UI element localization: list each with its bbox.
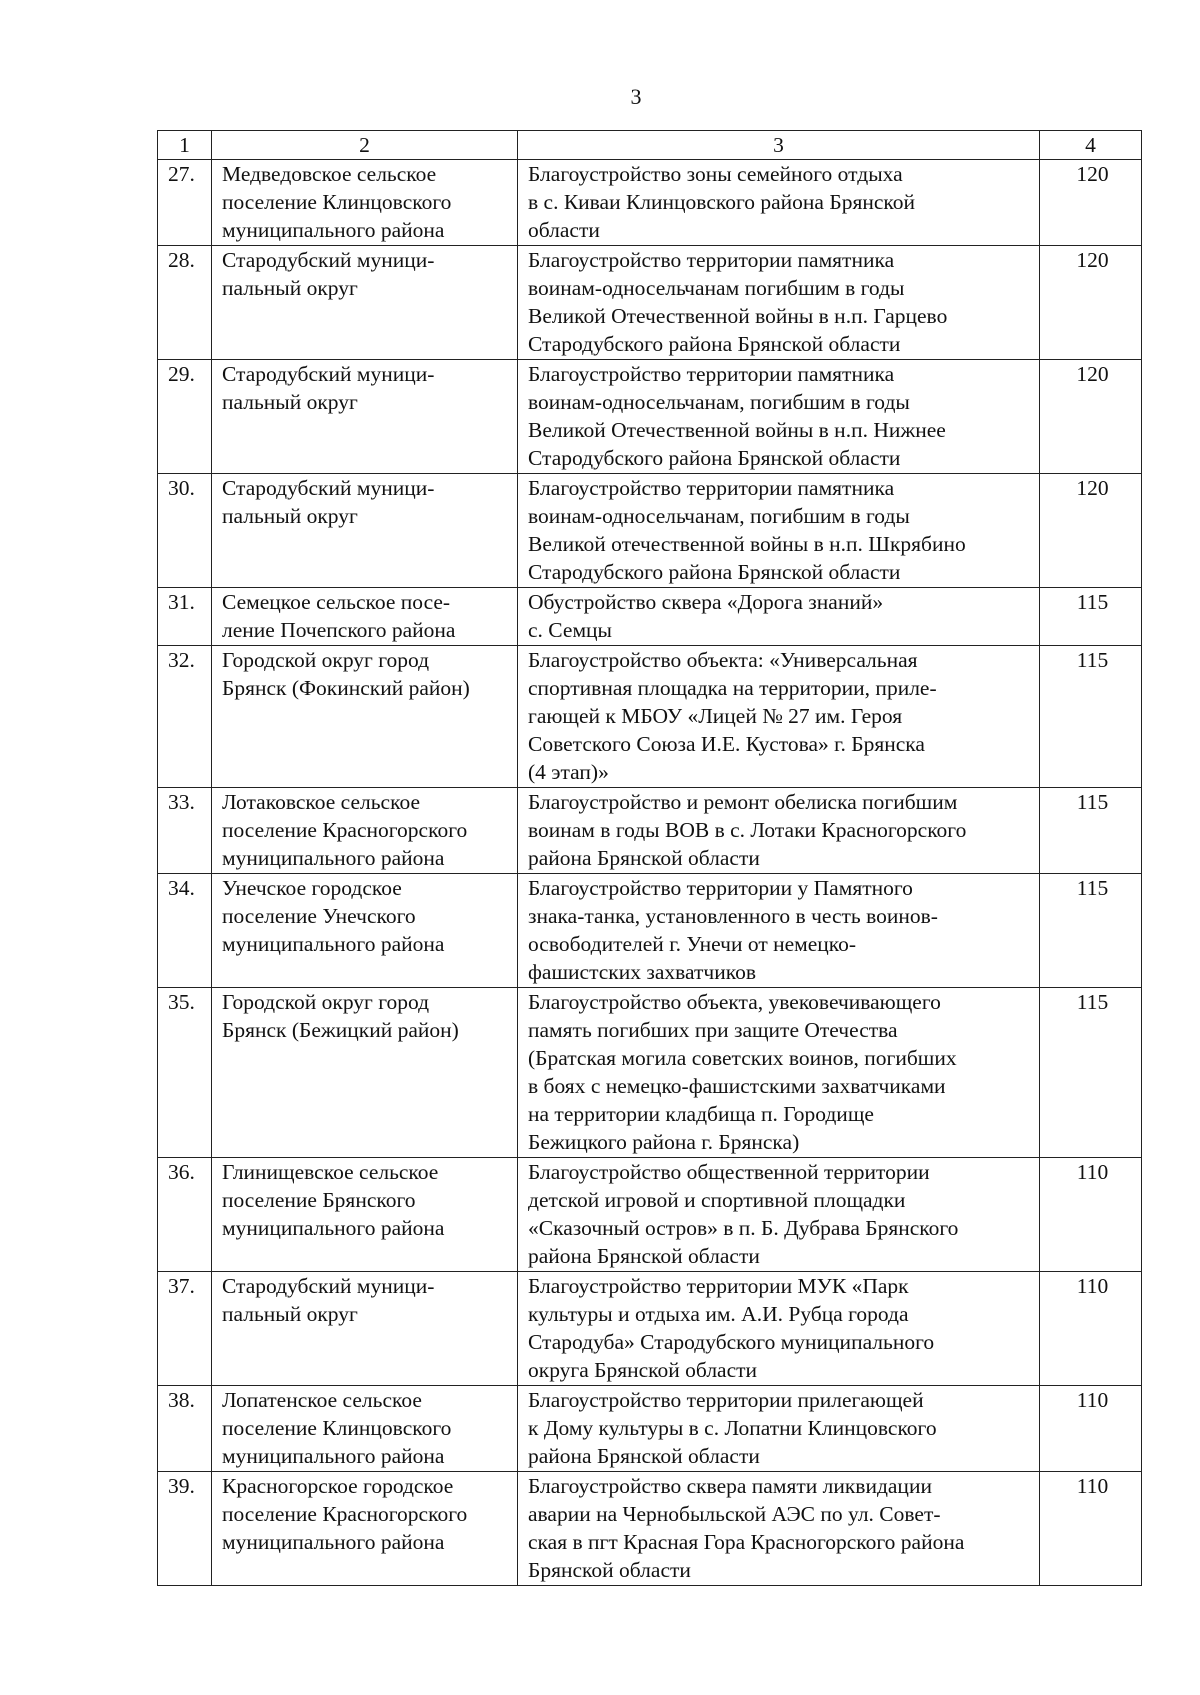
row-number: 37.: [158, 1272, 212, 1386]
project-cell: Благоустройство зоны семейного отдыха в с. Киваи Клинцовского района Брянской области: [518, 160, 1040, 246]
project-cell: Благоустройство территории памятника воинам-односельчанам, погибшим в годы Великой Отечественной войны в н.п. Нижнее Стародубского района Брянской области: [518, 360, 1040, 474]
row-number: 36.: [158, 1158, 212, 1272]
amount-cell: 120: [1040, 160, 1142, 246]
row-number: 30.: [158, 474, 212, 588]
project-cell: Благоустройство территории прилегающей к Дому культуры в с. Лопатни Клинцовского района Брянской области: [518, 1386, 1040, 1472]
header-col-4: 4: [1040, 131, 1142, 160]
amount-cell: 115: [1040, 588, 1142, 646]
amount-cell: 110: [1040, 1272, 1142, 1386]
table-row: [158, 246, 1142, 360]
header-col-3: 3: [518, 131, 1040, 160]
row-number: 29.: [158, 360, 212, 474]
table-row: [158, 160, 1142, 246]
row-number: 33.: [158, 788, 212, 874]
row-number: 32.: [158, 646, 212, 788]
row-number: 28.: [158, 246, 212, 360]
recipient-cell: Стародубский муници- пальный округ: [212, 360, 518, 474]
row-number: 35.: [158, 988, 212, 1158]
row-number: 34.: [158, 874, 212, 988]
recipient-cell: Городской округ город Брянск (Бежицкий район): [212, 988, 518, 1158]
recipient-cell: Медведовское сельское поселение Клинцовского муниципального района: [212, 160, 518, 246]
table-row: [158, 646, 1142, 788]
recipient-cell: Стародубский муници- пальный округ: [212, 1272, 518, 1386]
recipient-cell: Лопатенское сельское поселение Клинцовского муниципального района: [212, 1386, 518, 1472]
amount-cell: 120: [1040, 246, 1142, 360]
amount-cell: 120: [1040, 360, 1142, 474]
project-cell: Обустройство сквера «Дорога знаний» с. Семцы: [518, 588, 1040, 646]
project-cell: Благоустройство территории памятника воинам-односельчанам погибшим в годы Великой Отечественной войны в н.п. Гарцево Стародубского района Брянской области: [518, 246, 1040, 360]
table-row: [158, 1158, 1142, 1272]
table-row: [158, 874, 1142, 988]
row-number: 38.: [158, 1386, 212, 1472]
row-number: 27.: [158, 160, 212, 246]
row-number: 31.: [158, 588, 212, 646]
recipient-cell: Красногорское городское поселение Красногорского муниципального района: [212, 1472, 518, 1586]
table-row: [158, 1272, 1142, 1386]
table-row: [158, 360, 1142, 474]
project-cell: Благоустройство территории памятника воинам-односельчанам, погибшим в годы Великой отечественной войны в н.п. Шкрябино Стародубского района Брянской области: [518, 474, 1040, 588]
amount-cell: 110: [1040, 1158, 1142, 1272]
amount-cell: 115: [1040, 874, 1142, 988]
recipient-cell: Унечское городское поселение Унечского муниципального района: [212, 874, 518, 988]
table-header-row: [158, 131, 1142, 160]
recipient-cell: Глинищевское сельское поселение Брянского муниципального района: [212, 1158, 518, 1272]
project-cell: Благоустройство территории МУК «Парк культуры и отдыха им. А.И. Рубца города Стародуба» Стародубского муниципального округа Брянской области: [518, 1272, 1040, 1386]
project-cell: Благоустройство объекта: «Универсальная спортивная площадка на территории, приле- гающей к МБОУ «Лицей № 27 им. Героя Советского Союза И.Е. Кустова» г. Брянска (4 этап)»: [518, 646, 1040, 788]
amount-cell: 110: [1040, 1386, 1142, 1472]
table-row: [158, 474, 1142, 588]
table-row: [158, 788, 1142, 874]
project-cell: Благоустройство объекта, увековечивающего память погибших при защите Отечества (Братская могила советских воинов, погибших в боях с немецко-фашистскими захватчиками на территории кладбища п. Городище Бежицкого района г. Брянска): [518, 988, 1040, 1158]
amount-cell: 115: [1040, 646, 1142, 788]
project-cell: Благоустройство сквера памяти ликвидации аварии на Чернобыльской АЭС по ул. Совет- ская в пгт Красная Гора Красногорского района Брянской области: [518, 1472, 1040, 1586]
recipient-cell: Стародубский муници- пальный округ: [212, 246, 518, 360]
project-cell: Благоустройство общественной территории детской игровой и спортивной площадки «Сказочный остров» в п. Б. Дубрава Брянского района Брянской области: [518, 1158, 1040, 1272]
table-row: [158, 1472, 1142, 1586]
funding-table: [157, 130, 1142, 1586]
recipient-cell: Стародубский муници- пальный округ: [212, 474, 518, 588]
amount-cell: 110: [1040, 1472, 1142, 1586]
amount-cell: 115: [1040, 788, 1142, 874]
row-number: 39.: [158, 1472, 212, 1586]
recipient-cell: Городской округ город Брянск (Фокинский район): [212, 646, 518, 788]
project-cell: Благоустройство территории у Памятного знака-танка, установленного в честь воинов- освободителей г. Унечи от немецко- фашистских захватчиков: [518, 874, 1040, 988]
table-body: [158, 160, 1142, 1586]
recipient-cell: Лотаковское сельское поселение Красногорского муниципального района: [212, 788, 518, 874]
page-number: 3: [630, 84, 642, 109]
recipient-cell: Семецкое сельское посе- ление Почепского района: [212, 588, 518, 646]
header-col-2: 2: [212, 131, 518, 160]
project-cell: Благоустройство и ремонт обелиска погибшим воинам в годы ВОВ в с. Лотаки Красногорского района Брянской области: [518, 788, 1040, 874]
amount-cell: 120: [1040, 474, 1142, 588]
header-col-1: 1: [158, 131, 212, 160]
table-row: [158, 588, 1142, 646]
table-row: [158, 1386, 1142, 1472]
table-row: [158, 988, 1142, 1158]
amount-cell: 115: [1040, 988, 1142, 1158]
